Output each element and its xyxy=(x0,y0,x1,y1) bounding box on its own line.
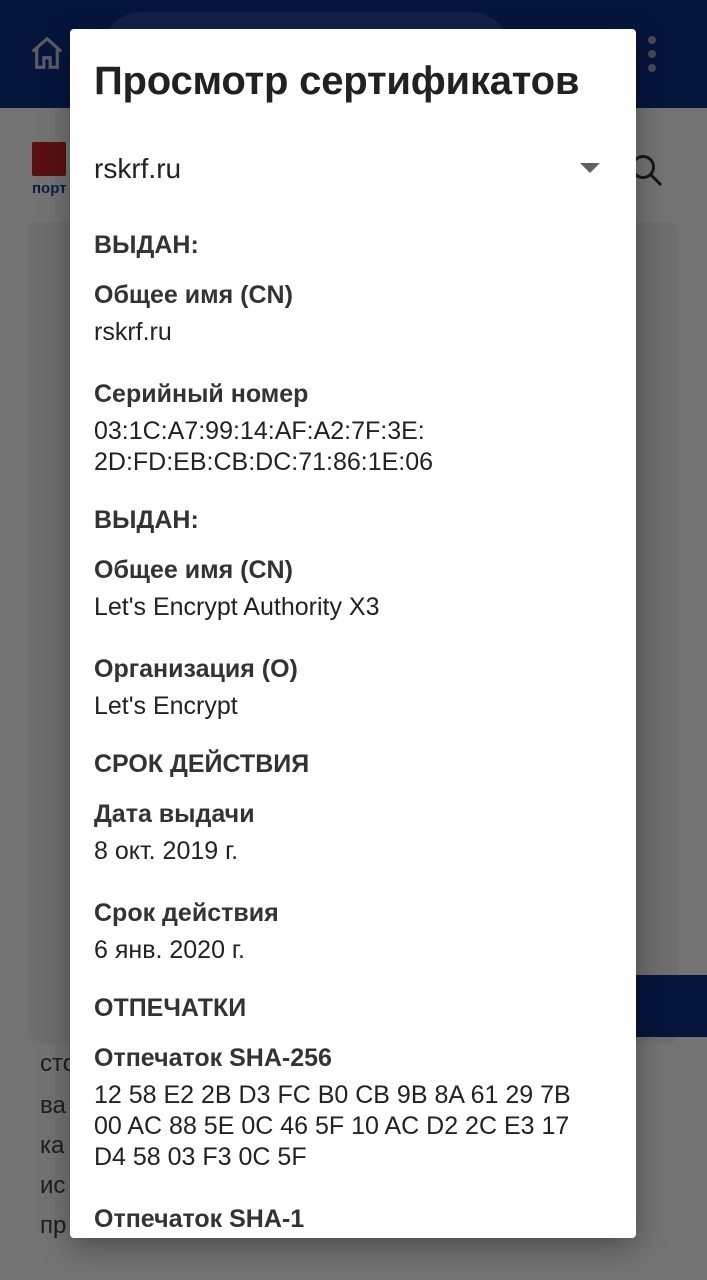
expiry-date-value: 6 янв. 2020 г. xyxy=(94,936,245,964)
sha256-label: Отпечаток SHA-256 xyxy=(94,1044,332,1072)
subject-cn-label: Общее имя (CN) xyxy=(94,281,293,309)
validity-heading: СРОК ДЕЙСТВИЯ xyxy=(94,750,310,778)
certificate-domain-select[interactable] xyxy=(94,145,614,197)
issuer-cn-label: Общее имя (CN) xyxy=(94,556,293,584)
expiry-date-label: Срок действия xyxy=(94,899,279,927)
serial-number-label: Серийный номер xyxy=(94,380,309,408)
sha1-label: Отпечаток SHA-1 xyxy=(94,1205,305,1233)
issue-date-label: Дата выдачи xyxy=(94,800,255,828)
dialog-title: Просмотр сертификатов xyxy=(94,59,580,103)
sha256-value: 12 58 E2 2B D3 FC B0 CB 9B 8A 61 29 7B 00 AC 88 5E 0C 46 5F 10 AC D2 2C E3 17 D4 58 03 F3 0C 5F xyxy=(94,1081,571,1171)
serial-number-value: 03:1C:A7:99:14:AF:A2:7F:3E: 2D:FD:EB:CB:DC:71:86:1E:06 xyxy=(94,417,434,476)
issue-date-value: 8 окт. 2019 г. xyxy=(94,837,239,865)
issuer-cn-value: Let's Encrypt Authority X3 xyxy=(94,593,380,621)
certificate-dialog xyxy=(70,29,636,1238)
issuer-org-value: Let's Encrypt xyxy=(94,692,238,720)
fingerprints-heading: ОТПЕЧАТКИ xyxy=(94,994,247,1022)
issued-by-heading: ВЫДАН: xyxy=(94,506,199,534)
subject-cn-value: rskrf.ru xyxy=(94,318,172,346)
issued-to-heading: ВЫДАН: xyxy=(94,231,199,259)
issuer-org-label: Организация (O) xyxy=(94,655,298,683)
certificate-details xyxy=(94,229,614,1235)
dropdown-arrow-icon[interactable] xyxy=(580,163,600,173)
selected-domain: rskrf.ru xyxy=(94,153,182,184)
